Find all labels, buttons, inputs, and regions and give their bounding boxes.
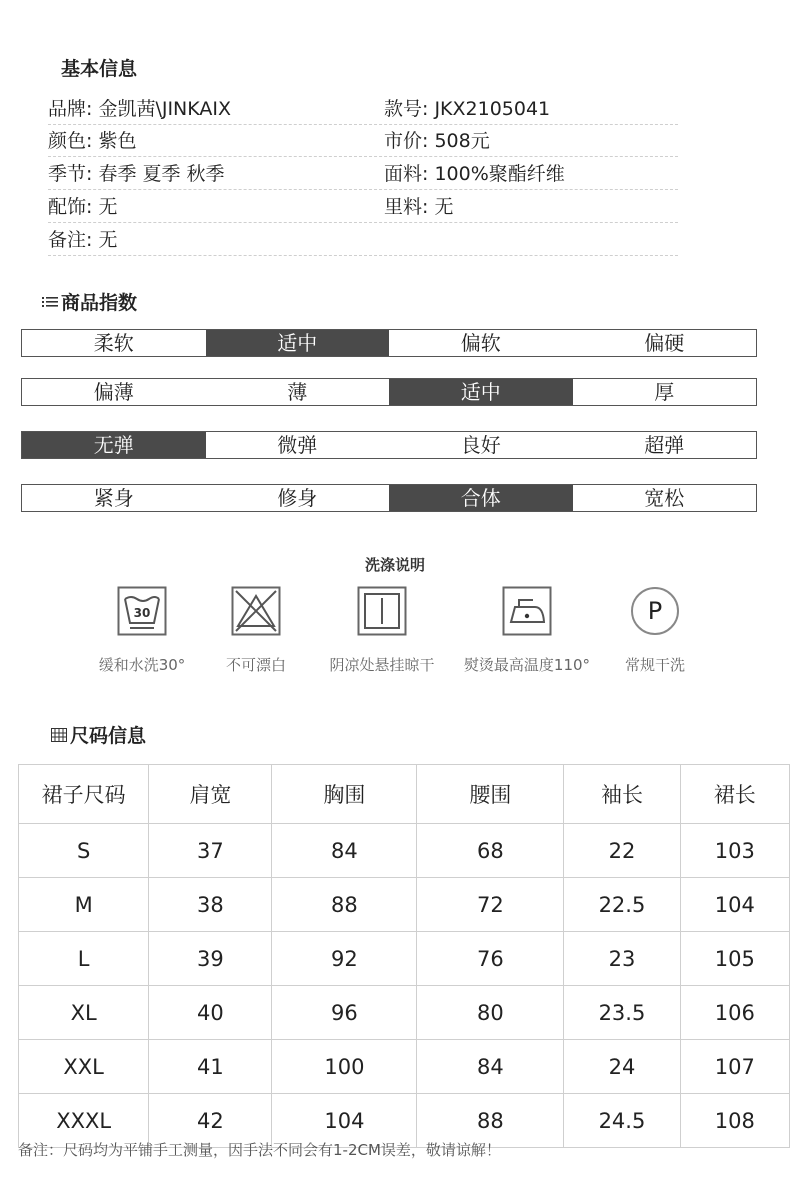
table-row [19,878,790,932]
table-cell: XXXL [19,1094,149,1148]
index-option: 微弹 [277,433,318,457]
table-cell: 68 [417,824,564,878]
table-cell: 108 [680,1094,789,1148]
list-icon [42,295,58,309]
table-cell: 22 [564,824,680,878]
index-row-elasticity [21,431,757,459]
index-option: 偏硬 [644,331,685,355]
info-price: 市价: 508元 [384,130,490,152]
table-cell: XXL [19,1040,149,1094]
size-info-header [51,721,146,748]
table-row [19,986,790,1040]
wash-label: 不可漂白 [225,656,286,674]
table-cell: 24 [564,1040,680,1094]
no-bleach-icon [231,586,281,636]
index-option-selected: 适中 [206,330,390,356]
index-option: 薄 [287,380,308,404]
washing-title: 洗涤说明 [364,556,425,574]
info-brand: 品牌: 金凯茜\JINKAIX [48,98,232,120]
table-cell: 24.5 [564,1094,680,1148]
info-row [48,192,678,223]
table-header-row [19,765,790,824]
index-option-selected: 适中 [389,379,573,405]
index-option: 修身 [277,486,318,510]
info-row [48,94,678,125]
table-cell: 100 [272,1040,417,1094]
table-cell: XL [19,986,149,1040]
index-row-softness [21,329,757,357]
table-header-cell: 裙子尺码 [19,765,149,824]
table-header-cell: 袖长 [564,765,680,824]
hang-dry-shade-icon [357,586,407,636]
size-note: 备注：尺码均为平铺手工测量，因手法不同会有1-2CM误差，敬请谅解！ [18,1141,501,1159]
table-cell: 72 [417,878,564,932]
table-cell: 104 [272,1094,417,1148]
table-row [19,1040,790,1094]
info-style-no: 款号: JKX2105041 [384,98,551,120]
wash-label: 缓和水洗30° [98,656,186,674]
table-cell: 104 [680,878,789,932]
table-cell: 37 [149,824,272,878]
index-row-fit [21,484,757,512]
table-cell: 42 [149,1094,272,1148]
table-cell: 76 [417,932,564,986]
table-cell: 84 [417,1040,564,1094]
table-header-cell: 胸围 [272,765,417,824]
table-cell: 23 [564,932,680,986]
dry-clean-p-icon [630,586,680,636]
table-cell: 39 [149,932,272,986]
table-header-cell: 腰围 [417,765,564,824]
info-color: 颜色: 紫色 [48,130,137,152]
table-cell: 106 [680,986,789,1040]
product-index-title: 商品指数 [61,292,138,314]
product-index-header [42,288,137,315]
info-accessory: 配饰: 无 [48,196,118,218]
grid-icon [51,728,67,742]
size-table [18,764,790,1148]
index-option-selected: 合体 [389,485,573,511]
table-cell: L [19,932,149,986]
basic-info-title: 基本信息 [61,58,138,80]
wash-item [307,586,457,675]
iron-110-icon [502,586,552,636]
index-option: 宽松 [644,486,685,510]
wash-label: 熨烫最高温度110° [463,656,591,674]
info-remark: 备注: 无 [48,229,118,251]
index-option: 偏软 [460,331,501,355]
wash-label: 常规干洗 [624,656,685,674]
index-option: 良好 [460,433,501,457]
info-lining: 里料: 无 [384,196,454,218]
size-info-title: 尺码信息 [70,725,147,747]
table-cell: 80 [417,986,564,1040]
table-cell: 88 [417,1094,564,1148]
table-header-cell: 裙长 [680,765,789,824]
info-season: 季节: 春季 夏季 秋季 [48,163,225,185]
index-option: 厚 [654,380,675,404]
table-row [19,824,790,878]
table-cell: S [19,824,149,878]
index-option: 柔软 [93,331,134,355]
table-cell: 84 [272,824,417,878]
wash-label: 阴凉处悬挂晾干 [329,656,435,674]
table-cell: 88 [272,878,417,932]
table-cell: 105 [680,932,789,986]
table-cell: 41 [149,1040,272,1094]
dry-clean-letter: P [647,597,663,625]
info-fabric: 面料: 100%聚酯纤维 [384,163,565,185]
table-cell: 22.5 [564,878,680,932]
table-cell: 107 [680,1040,789,1094]
table-cell: 103 [680,824,789,878]
table-header-cell: 肩宽 [149,765,272,824]
table-cell: 96 [272,986,417,1040]
table-cell: 38 [149,878,272,932]
info-row [48,159,678,190]
index-option: 偏薄 [93,380,134,404]
table-cell: 40 [149,986,272,1040]
table-cell: 92 [272,932,417,986]
wash-item [580,586,730,675]
index-option: 超弹 [644,433,685,457]
index-option: 紧身 [93,486,134,510]
table-cell: M [19,878,149,932]
index-option-selected: 无弹 [22,432,206,458]
index-row-thickness [21,378,757,406]
table-row [19,932,790,986]
info-row [48,225,678,256]
table-cell: 23.5 [564,986,680,1040]
info-row [48,126,678,157]
wash-30-icon [117,586,167,636]
wash-temp-text: 30 [133,606,151,620]
